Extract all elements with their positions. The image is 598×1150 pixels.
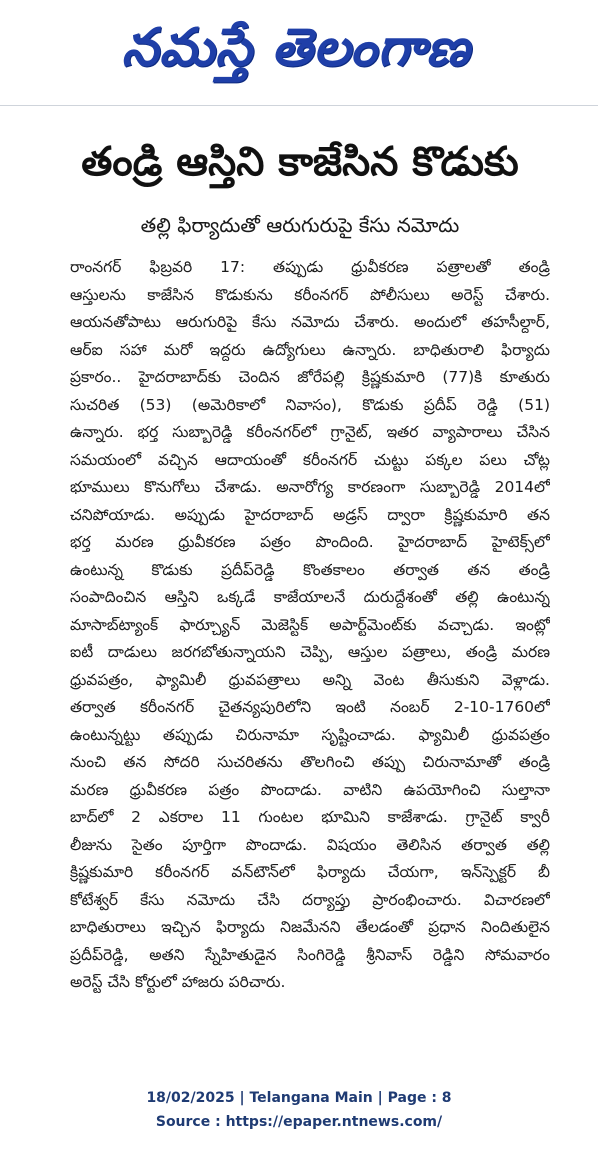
article-line: క్రిష్ణకుమారి కరీంనగర్ వన్‌టౌన్‌లో ఫిర్యాదు చేయగా, ఇన్‌స్పెక్టర్ బీ — [70, 863, 550, 881]
article-line: తర్వాత కరీంనగర్ చైతన్యపురిలోని ఇంటి నంబర్ 2-10-1760లో — [70, 698, 550, 716]
article-line: మాసాబ్‌ట్యాంక్ ఫార్చ్యూన్ మెజెస్టిక్ అపార్ట్‌మెంట్‌కు వచ్చాడు. ఇంట్లో — [70, 615, 550, 634]
masthead-divider — [0, 105, 598, 106]
article-line: సుచరిత (53) (అమెరికాలో నివాసం), కొడుకు ప్రదీప్ రెడ్డి (51) — [70, 395, 550, 414]
page-footer — [0, 1086, 598, 1134]
article-line: సమయంలో వచ్చిన ఆదాయంతో కరీంనగర్ చుట్టు పక్కల పలు చోట్ల — [70, 450, 550, 469]
article-line: మరణ ధ్రువీకరణ పత్రం పొందాడు. వాటిని ఉపయోగించి సుల్తానా — [70, 780, 550, 799]
masthead — [0, 0, 598, 112]
article-line: బాధితురాలు ఇచ్చిన ఫిర్యాదు నిజమేనని తేలడంతో ప్రధాన నిందితులైన — [70, 918, 550, 936]
footer-source: Source : https://epaper.ntnews.com/ — [155, 1114, 443, 1130]
article-line: ఐటీ దాడులు జరగబోతున్నాయని చెప్పి, ఆస్తుల పత్రాలు, తండ్రి మరణ — [70, 643, 550, 661]
article-line: ఆయనతోపాటు ఆరుగురిపై కేసు నమోదు చేశారు. అందులో తహసీల్దార్, — [70, 313, 550, 331]
article-line: కోటేశ్వర్ కేసు నమోదు చేసి దర్యాప్తు ప్రారంభించారు. విచారణలో — [70, 890, 550, 909]
article-line: భూములు కొనుగోలు చేశాడు. అనారోగ్య కారణంగా సుబ్బారెడ్డి 2014లో — [70, 478, 550, 496]
article-line: బాద్‌లో 2 ఎకరాల 11 గుంటల భూమిని కాజేశాడు. గ్రానైట్ క్వారీ — [70, 808, 550, 826]
article-line: అరెస్ట్ చేసి కోర్టులో హాజరు పరిచారు. — [70, 973, 286, 991]
article-line: ఉంటున్న కొడుకు ప్రదీప్‌రెడ్డి కొంతకాలం తర్వాత తన తండ్రి — [70, 560, 550, 579]
article-line: ఉన్నారు. భర్త సుబ్బారెడ్డి కరీంనగర్‌లో గ్రానైట్, ఇతర వ్యాపారాలు చేసిన — [70, 423, 550, 441]
article-line: ఉంటున్నట్టు తప్పుడు చిరునామా సృష్టించాడు. ఫ్యామిలీ ధ్రువపత్రం — [70, 725, 550, 744]
article-line: ప్రదీప్‌రెడ్డి, అతని స్నేహితుడైన సింగిరెడ్డి శ్రీనివాస్ రెడ్డిని సోమవారం — [70, 945, 550, 964]
footer-date-page: 18/02/2025 | Telangana Main | Page : 8 — [146, 1090, 452, 1106]
article-line: రాంనగర్ ఫిబ్రవరి 17: తప్పుడు ధ్రువీకరణ పత్రాలతో తండ్రి — [70, 258, 550, 276]
article-body — [70, 254, 550, 997]
article-line: ఆస్తులను కాజేసిన కొడుకును కరీంనగర్ పోలీసులు అరెస్ట్ చేశారు. — [70, 285, 550, 304]
article-line: ఆర్‌ఐ సహా మరో ఇద్దరు ఉద్యోగులు ఉన్నారు. బాధితురాలి ఫిర్యాదు — [70, 340, 550, 359]
newspaper-logo: నమస్తే తెలంగాణ — [121, 18, 471, 78]
article-headline: తండ్రి ఆస్తిని కాజేసిన కొడుకు — [81, 139, 519, 185]
article-line: భర్త మరణ ధ్రువీకరణ పత్రం పొందింది. హైదరాబాద్ హైటెక్స్‌లో — [70, 533, 550, 551]
article-line: లీజును సైతం పూర్తిగా పొందాడు. విషయం తెలిసిన తర్వాత తల్లి — [70, 835, 550, 854]
article-line: నుంచి తన సోదరి సుచరితను తొలగించి తప్పు చిరునామాతో తండ్రి — [70, 753, 550, 771]
article-line: చనిపోయాడు. అప్పుడు హైదరాబాద్ అడ్రస్ ద్వారా క్రిష్ణకుమారి తన — [70, 505, 550, 524]
article-line: ప్రకారం.. హైదరాబాద్‌కు చెందిన జోరేపల్లి క్రిష్ణకుమారి (77)కి కూతురు — [70, 368, 550, 386]
article-subheadline: తల్లి ఫిర్యాదుతో ఆరుగురుపై కేసు నమోదు — [140, 213, 460, 237]
article-line: ధ్రువపత్రం, ఫ్యామిలీ ధ్రువపత్రాలు అన్ని వెంట తీసుకుని వెళ్లాడు. — [70, 670, 550, 689]
article-line: సంపాదించిన ఆస్తిని ఒక్కడే కాజేయాలనే దురుద్దేశంతో తల్లి ఉంటున్న — [70, 588, 550, 606]
